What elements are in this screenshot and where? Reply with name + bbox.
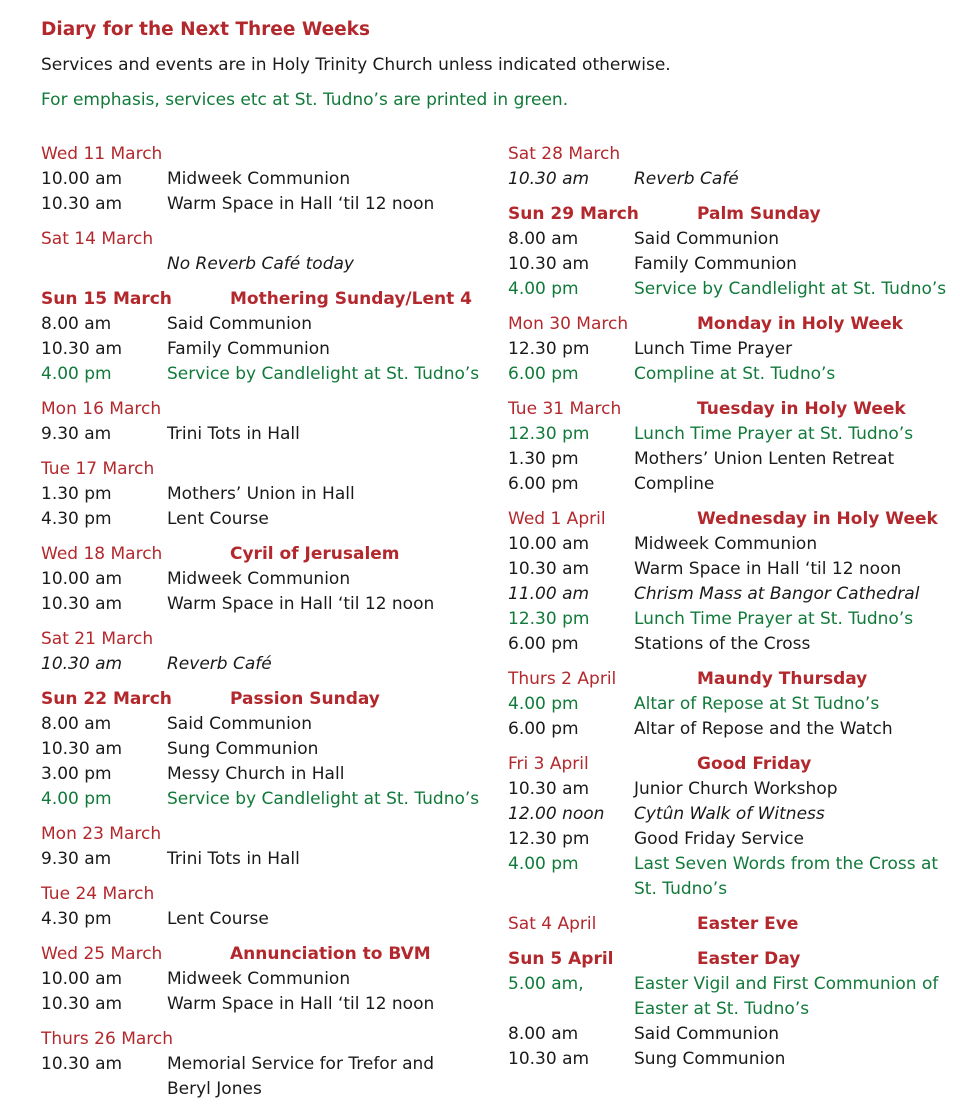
day-header	[508, 912, 953, 937]
event-time: 10.30 am	[508, 169, 590, 189]
event-row	[41, 567, 481, 592]
day-header	[508, 142, 953, 167]
event-time: 8.00 am	[41, 714, 112, 734]
event-row	[41, 167, 481, 192]
event-description: Compline at St. Tudno’s	[634, 364, 836, 384]
intro-location-note: Services and events are in Holy Trinity Church unless indicated otherwise.	[41, 55, 671, 75]
event-row	[508, 802, 953, 827]
day-entry	[41, 882, 481, 932]
day-entry	[41, 942, 481, 1017]
event-time: 6.00 pm	[508, 634, 579, 654]
event-time: 10.00 am	[508, 534, 590, 554]
diary-column-left	[41, 142, 481, 1112]
day-entry	[41, 1027, 481, 1102]
event-description: Good Friday Service	[634, 829, 804, 849]
event-description: Family Communion	[634, 254, 797, 274]
event-row	[508, 1047, 953, 1072]
event-description: Said Communion	[634, 229, 779, 249]
event-row	[508, 277, 953, 302]
day-header	[41, 822, 481, 847]
event-description: Lunch Time Prayer at St. Tudno’s	[634, 424, 914, 444]
event-row	[508, 717, 953, 742]
event-time: 10.00 am	[41, 969, 123, 989]
day-date: Wed 18 March	[41, 544, 163, 564]
event-row	[508, 362, 953, 387]
event-row	[508, 1022, 953, 1047]
day-header	[41, 942, 481, 967]
event-row	[41, 787, 481, 812]
event-row	[41, 992, 481, 1017]
event-time: 6.00 pm	[508, 474, 579, 494]
event-time: 1.30 pm	[41, 484, 112, 504]
event-description: Junior Church Workshop	[634, 779, 838, 799]
event-time: 4.00 pm	[508, 854, 579, 874]
event-row	[41, 762, 481, 787]
event-time: 10.30 am	[41, 994, 123, 1014]
day-entry	[508, 202, 953, 302]
event-description: No Reverb Café today	[167, 254, 354, 274]
event-description: Lent Course	[167, 909, 269, 929]
event-description: Memorial Service for Trefor and Beryl Jones	[167, 1054, 435, 1099]
day-entry	[508, 397, 953, 497]
event-row	[508, 337, 953, 362]
day-date: Mon 30 March	[508, 314, 629, 334]
event-time: 12.30 pm	[508, 609, 590, 629]
day-header	[41, 457, 481, 482]
event-time: 4.00 pm	[508, 694, 579, 714]
event-row	[41, 252, 481, 277]
day-date: Thurs 2 April	[508, 669, 617, 689]
day-entry	[508, 912, 953, 937]
day-date: Tue 31 March	[508, 399, 622, 419]
feast-name: Mothering Sunday/Lent 4	[230, 289, 472, 309]
event-time: 4.00 pm	[41, 789, 112, 809]
event-description: Said Communion	[634, 1024, 779, 1044]
day-header	[41, 1027, 481, 1052]
day-entry	[41, 457, 481, 532]
event-description: Compline	[634, 474, 715, 494]
day-header	[508, 312, 953, 337]
event-time: 6.00 pm	[508, 719, 579, 739]
event-row	[508, 607, 953, 632]
day-entry	[41, 822, 481, 872]
event-row	[41, 192, 481, 217]
event-row	[41, 907, 481, 932]
feast-name: Passion Sunday	[230, 689, 380, 709]
event-description: Midweek Communion	[634, 534, 818, 554]
event-row	[41, 482, 481, 507]
event-row	[508, 422, 953, 447]
event-description: Altar of Repose at St Tudno’s	[634, 694, 880, 714]
event-description: Messy Church in Hall	[167, 764, 345, 784]
day-header	[41, 287, 481, 312]
event-row	[508, 227, 953, 252]
day-entry	[41, 627, 481, 677]
day-header	[41, 542, 481, 567]
day-entry	[508, 752, 953, 902]
day-entry	[41, 227, 481, 277]
event-time: 1.30 pm	[508, 449, 579, 469]
event-time: 4.30 pm	[41, 509, 112, 529]
day-header	[41, 227, 481, 252]
event-description: Chrism Mass at Bangor Cathedral	[634, 584, 920, 604]
event-row	[508, 167, 953, 192]
day-date: Tue 17 March	[41, 459, 155, 479]
event-row	[41, 507, 481, 532]
event-time: 4.30 pm	[41, 909, 112, 929]
day-date: Sun 29 March	[508, 204, 639, 224]
feast-name: Palm Sunday	[697, 204, 821, 224]
event-description: Warm Space in Hall ‘til 12 noon	[167, 994, 435, 1014]
day-header	[508, 667, 953, 692]
feast-name: Easter Day	[697, 949, 801, 969]
event-time: 12.30 pm	[508, 424, 590, 444]
event-description: Cytûn Walk of Witness	[634, 804, 825, 824]
event-time: 8.00 am	[41, 314, 112, 334]
event-time: 6.00 pm	[508, 364, 579, 384]
event-row	[508, 532, 953, 557]
day-header	[41, 687, 481, 712]
event-time: 10.30 am	[508, 1049, 590, 1069]
day-date: Mon 16 March	[41, 399, 162, 419]
event-row	[508, 632, 953, 657]
day-date: Sun 22 March	[41, 689, 172, 709]
day-header	[41, 882, 481, 907]
event-time: 10.30 am	[41, 594, 123, 614]
event-description: Reverb Café	[167, 654, 272, 674]
event-row	[41, 712, 481, 737]
event-row	[41, 362, 481, 387]
event-time: 12.30 pm	[508, 829, 590, 849]
event-time: 9.30 am	[41, 849, 112, 869]
day-date: Sat 4 April	[508, 914, 597, 934]
event-description: Reverb Café	[634, 169, 739, 189]
intro-green-note: For emphasis, services etc at St. Tudno’s are printed in green.	[41, 90, 569, 110]
event-time: 10.30 am	[41, 1054, 123, 1074]
event-time: 10.30 am	[41, 739, 123, 759]
event-row	[508, 447, 953, 472]
event-description: Warm Space in Hall ‘til 12 noon	[167, 594, 435, 614]
event-time: 10.30 am	[41, 654, 123, 674]
event-description: Mothers’ Union Lenten Retreat	[634, 449, 895, 469]
day-header	[41, 627, 481, 652]
diary-column-right	[508, 142, 953, 1082]
event-time	[41, 252, 167, 277]
event-row	[508, 472, 953, 497]
event-row	[41, 592, 481, 617]
event-description: Last Seven Words from the Cross at St. Tudno’s	[634, 854, 939, 899]
day-header	[508, 397, 953, 422]
event-time: 8.00 am	[508, 1024, 579, 1044]
event-description: Lunch Time Prayer at St. Tudno’s	[634, 609, 914, 629]
event-description: Trini Tots in Hall	[167, 849, 300, 869]
event-time: 3.00 pm	[41, 764, 112, 784]
event-row	[508, 557, 953, 582]
event-description: Service by Candlelight at St. Tudno’s	[634, 279, 947, 299]
event-row	[508, 777, 953, 802]
event-time: 10.30 am	[41, 194, 123, 214]
day-date: Sun 15 March	[41, 289, 172, 309]
event-time: 4.00 pm	[508, 279, 579, 299]
event-time: 12.00 noon	[508, 804, 605, 824]
day-date: Sat 14 March	[41, 229, 154, 249]
event-description: Said Communion	[167, 314, 312, 334]
event-description: Sung Communion	[634, 1049, 786, 1069]
event-row	[41, 652, 481, 677]
event-time: 10.00 am	[41, 169, 123, 189]
day-header	[41, 142, 481, 167]
day-entry	[508, 507, 953, 657]
event-row	[41, 847, 481, 872]
day-header	[41, 397, 481, 422]
day-entry	[508, 142, 953, 192]
day-entry	[508, 667, 953, 742]
event-time: 10.00 am	[41, 569, 123, 589]
feast-name: Maundy Thursday	[697, 669, 868, 689]
event-time: 11.00 am	[508, 584, 590, 604]
feast-name: Good Friday	[697, 754, 812, 774]
feast-name: Cyril of Jerusalem	[230, 544, 400, 564]
day-entry	[41, 142, 481, 217]
event-row	[508, 582, 953, 607]
event-time: 10.30 am	[508, 254, 590, 274]
day-date: Wed 1 April	[508, 509, 606, 529]
event-description: Lunch Time Prayer	[634, 339, 793, 359]
day-date: Sat 21 March	[41, 629, 154, 649]
event-description: Stations of the Cross	[634, 634, 811, 654]
day-entry	[41, 397, 481, 447]
day-date: Sun 5 April	[508, 949, 614, 969]
day-header	[508, 202, 953, 227]
event-row	[508, 972, 953, 1022]
event-row	[508, 852, 953, 902]
day-entry	[41, 542, 481, 617]
event-description: Service by Candlelight at St. Tudno’s	[167, 364, 480, 384]
event-time: 5.00 am,	[508, 974, 584, 994]
event-time: 10.30 am	[41, 339, 123, 359]
day-date: Thurs 26 March	[41, 1029, 174, 1049]
event-description: Lent Course	[167, 509, 269, 529]
event-row	[41, 337, 481, 362]
event-row	[508, 252, 953, 277]
day-header	[508, 752, 953, 777]
event-description: Warm Space in Hall ‘til 12 noon	[634, 559, 902, 579]
day-date: Fri 3 April	[508, 754, 589, 774]
feast-name: Annunciation to BVM	[230, 944, 431, 964]
feast-name: Monday in Holy Week	[697, 314, 903, 334]
day-header	[508, 507, 953, 532]
day-date: Wed 11 March	[41, 144, 163, 164]
day-date: Wed 25 March	[41, 944, 163, 964]
day-date: Tue 24 March	[41, 884, 155, 904]
event-time: 10.30 am	[508, 559, 590, 579]
event-row	[508, 827, 953, 852]
event-description: Family Communion	[167, 339, 330, 359]
event-description: Midweek Communion	[167, 169, 351, 189]
feast-name: Tuesday in Holy Week	[697, 399, 906, 419]
event-time: 12.30 pm	[508, 339, 590, 359]
event-row	[41, 967, 481, 992]
event-description: Said Communion	[167, 714, 312, 734]
event-time: 10.30 am	[508, 779, 590, 799]
event-description: Sung Communion	[167, 739, 319, 759]
feast-name: Easter Eve	[697, 914, 799, 934]
day-entry	[41, 287, 481, 387]
day-entry	[41, 687, 481, 812]
event-description: Midweek Communion	[167, 969, 351, 989]
day-entry	[508, 312, 953, 387]
day-date: Mon 23 March	[41, 824, 162, 844]
event-description: Trini Tots in Hall	[167, 424, 300, 444]
event-description: Mothers’ Union in Hall	[167, 484, 355, 504]
event-row	[41, 1052, 481, 1102]
event-time: 4.00 pm	[41, 364, 112, 384]
event-description: Altar of Repose and the Watch	[634, 719, 893, 739]
event-time: 9.30 am	[41, 424, 112, 444]
day-date: Sat 28 March	[508, 144, 621, 164]
event-row	[41, 737, 481, 762]
event-row	[41, 422, 481, 447]
feast-name: Wednesday in Holy Week	[697, 509, 938, 529]
day-entry	[508, 947, 953, 1072]
event-description: Midweek Communion	[167, 569, 351, 589]
event-time: 8.00 am	[508, 229, 579, 249]
event-description: Service by Candlelight at St. Tudno’s	[167, 789, 480, 809]
event-row	[508, 692, 953, 717]
page-title: Diary for the Next Three Weeks	[41, 19, 370, 40]
event-description: Easter Vigil and First Communion of Easter at St. Tudno’s	[634, 974, 939, 1019]
day-header	[508, 947, 953, 972]
event-description: Warm Space in Hall ‘til 12 noon	[167, 194, 435, 214]
event-row	[41, 312, 481, 337]
